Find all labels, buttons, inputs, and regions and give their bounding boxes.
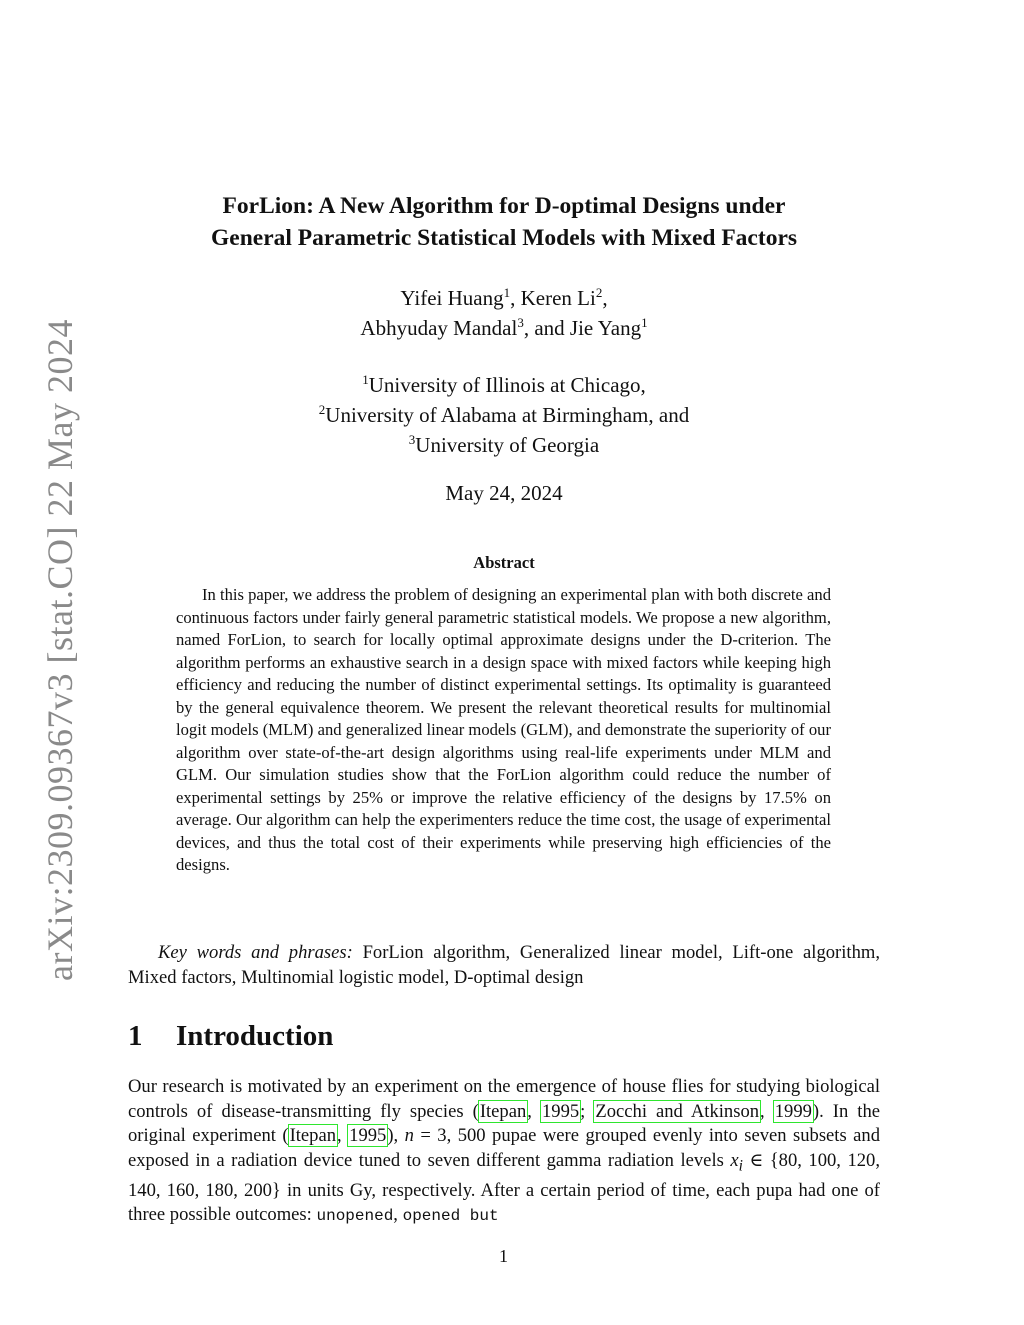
citation-link-1995[interactable]: 1995 (349, 1125, 387, 1146)
author-line-1: Yifei Huang$^1$, Keren Li$^2$, (400, 285, 608, 310)
code-opened-but: opened but (402, 1207, 499, 1226)
publication-date: May 24, 2024 (445, 481, 563, 505)
abstract-heading: Abstract (473, 553, 535, 572)
keywords-paragraph (128, 940, 880, 990)
arxiv-identifier: arXiv:2309.09367v3 [stat.CO] 22 May 2024 (40, 319, 80, 981)
author-name: Keren Li (520, 286, 596, 310)
section-title: Introduction (176, 1020, 334, 1052)
affiliation-list (128, 370, 880, 460)
citation-link-itepan[interactable]: Itepan (479, 1100, 527, 1122)
citation-link-1999[interactable]: 1999 (774, 1100, 812, 1122)
author-affiliation-mark: 1 (641, 315, 648, 330)
affiliation: $^1$University of Illinois at Chicago, (362, 372, 646, 397)
title-line-2: General Parametric Statistical Models with Mixed Factors (210, 225, 798, 251)
section-heading (128, 1020, 333, 1053)
author-name: Yifei Huang (400, 286, 504, 310)
citation-link-1995[interactable]: 1995 (541, 1100, 580, 1122)
author-affiliation-mark: 1 (503, 285, 511, 300)
author-name: Abhyuday Mandal (360, 316, 518, 340)
math-x: x (730, 1149, 739, 1171)
paper-title (128, 190, 880, 254)
author-list (128, 283, 880, 343)
page-number: 1 (499, 1246, 508, 1266)
section-number: 1 (128, 1020, 143, 1052)
author-name: Jie Yang (569, 316, 642, 340)
citation-link-zocchi[interactable]: Zocchi and Atkinson (595, 1100, 760, 1122)
keywords-label: Key words and phrases: (158, 942, 353, 963)
author-affiliation-mark: 2 (595, 285, 603, 300)
affiliation: $^3$University of Georgia (408, 432, 600, 457)
title-line-1: ForLion: A New Algorithm for D-optimal Designs under (222, 193, 786, 219)
affiliation: $^2$University of Alabama at Birmingham, and (318, 402, 690, 427)
math-n: n (404, 1125, 414, 1146)
math-subscript: i (738, 1157, 743, 1175)
abstract-text: In this paper, we address the problem of designing an experimental plan with both discrete and continuous factors under fairly general parametric statistical models. We propose a new algorithm, named ForLion, to search for locally optimal approximate designs under the D-criterion. The algorithm performs an exhaustive search in a design space with mixed factors while keeping high efficiency and reducing the number of distinct experimental settings. Its optimality is guaranteed by the general equivalence theorem. We present the relevant theoretical results for multinomial logit models (MLM) and generalized linear models (GLM), and demonstrate the superiority of our algorithm over state-of-the-art design algorithms using real-life experiments under MLM and GLM. Our simulation studies show that the ForLion algorithm could reduce the number of experimental settings by 25% or improve the relative efficiency of the designs by 17.5% on average. Our algorithm can help the experimenters reduce the time cost, the usage of experimental devices, and thus the total cost of their experiments while preserving high efficiencies of the designs. (176, 585, 831, 874)
code-unopened: unopened (316, 1207, 394, 1226)
author-line-2: Abhyuday Mandal$^3$, and Jie Yang$^1$ (360, 315, 648, 340)
intro-paragraph: Our research is motivated by an experiment on the emergence of house flies for studying biological controls of disease-transmitting fly species (Itepan, 1995; Zocchi and Atkinson, 1999). In the original experiment (Itepan, 1995), n = 3, 500 pupae were grouped evenly into seven subsets and exposed in a radiation device tuned to seven different gamma radiation levels $x_i$ ∈ {80, 100, 120, 140, 160, 180, 200} in units Gy, respectively. After a certain period of time, each pupa had one of three possible outcomes: unopened, opened but (128, 1076, 881, 1226)
author-affiliation-mark: 3 (517, 315, 524, 330)
citation-link-itepan[interactable]: Itepan (289, 1125, 337, 1146)
keywords-text: ForLion algorithm, Generalized linear model, Lift-one algorithm, Mixed factors, Multinomial logistic model, D-optimal design (128, 942, 880, 988)
